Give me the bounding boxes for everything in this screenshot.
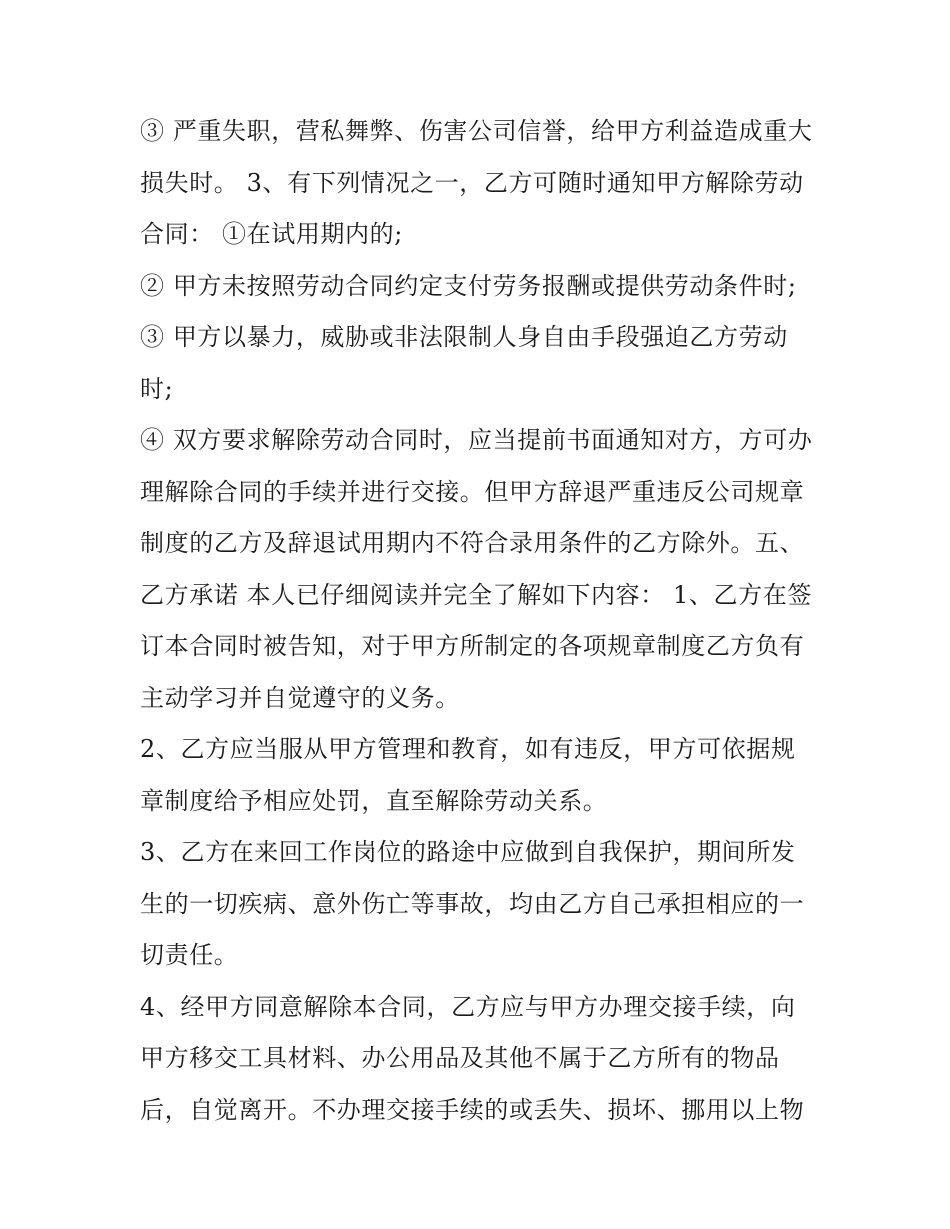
paragraph-6: 3、乙方在来回工作岗位的路途中应做到自我保护，期间所发生的一切疾病、意外伤亡等事故，均由乙方自己承担相应的一切责任。 [140, 838, 805, 969]
paragraph-5: 2、乙方应当服从甲方管理和教育，如有违反，甲方可依据规章制度给予相应处罚，直至解除劳动关系。 [140, 735, 796, 815]
paragraph-2: ② 甲方未按照劳动合同约定支付劳务报酬或提供劳动条件时; [140, 271, 797, 300]
document-body [140, 106, 816, 1136]
paragraph-1: ③ 严重失职，营私舞弊、伤害公司信誉，给甲方利益造成重大损失时。 3、有下列情况之一，乙方可随时通知甲方解除劳动合同： ①在试用期内的; [140, 117, 813, 248]
paragraph-3: ③ 甲方以暴力，威胁或非法限制人身自由手段强迫乙方劳动时; [140, 323, 788, 403]
paragraph-4: ④ 双方要求解除劳动合同时，应当提前书面通知对方，方可办理解除合同的手续并进行交接。但甲方辞退严重违反公司规章制度的乙方及辞退试用期内不符合录用条件的乙方除外。五、乙方承诺 本人已仔细阅读并完全了解如下内容： 1、乙方在签订本合同时被告知，对于甲方所制定的各项规章制度乙方负有主动学习并自觉遵守的义务。 [140, 426, 813, 712]
paragraph-7: 4、经甲方同意解除本合同，乙方应与甲方办理交接手续，向甲方移交工具材料、办公用品及其他不属于乙方所有的物品后，自觉离开。不办理交接手续的或丢失、损坏、挪用以上物 [140, 992, 805, 1124]
